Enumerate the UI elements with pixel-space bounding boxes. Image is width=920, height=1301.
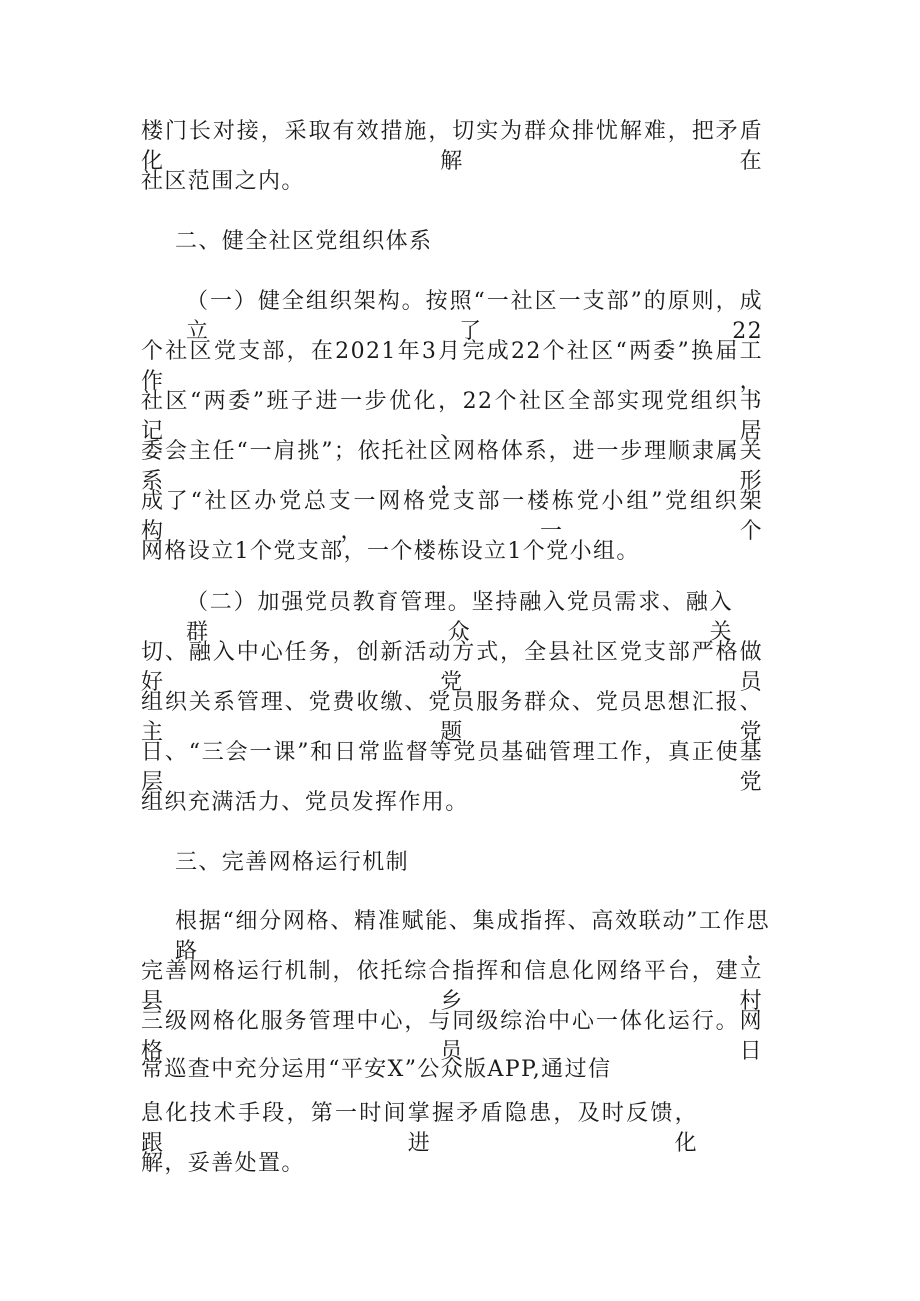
text-line: 成了“社区办党总支一网格党支部一楼栋党小组”党组织架构，一个 [141,489,763,544]
text-line: 委会主任“一肩挑”；依托社区网格体系，进一步理顺隶属关系，形 [141,439,763,494]
text-line: 完善网格运行机制，依托综合指挥和信息化网络平台，建立县乡村 [141,959,763,1014]
text-line: 三级网格化服务管理中心，与同级综治中心一体化运行。网格员日 [141,1009,763,1064]
text-line: 日、“三会一课”和日常监督等党员基础管理工作，真正使基层党 [141,740,763,795]
text-line: 社区“两委”班子进一步优化，22个社区全部实现党组织书记、居 [141,389,763,444]
text-line: 常巡查中充分运用“平安X”公众版APP,通过信 [141,1057,612,1082]
text-line: 切、融入中心任务，创新活动方式，全县社区党支部严格做好党员 [141,640,763,695]
text-line: （二）加强党员教育管理。坚持融入党员需求、融入群众关 [186,590,733,645]
text-line: 楼门长对接，采取有效措施，切实为群众排忧解难，把矛盾化解在 [141,119,763,174]
text-line: 个社区党支部，在2021年3月完成22个社区“两委”换届工作， [141,339,763,394]
section-heading: 三、完善网格运行机制 [175,850,410,875]
section-heading: 二、健全社区党组织体系 [175,229,433,254]
text-line: 组织关系管理、党费收缴、党员服务群众、党员思想汇报、主题党 [141,690,763,745]
text-line: 解，妥善处置。 [141,1151,305,1176]
text-line: 根据“细分网格、精准赋能、集成指挥、高效联动”工作思路， [175,909,770,964]
text-line: 组织充满活力、党员发挥作用。 [141,790,469,815]
text-line: 息化技术手段，第一时间掌握矛盾隐患，及时反馈，跟进化 [141,1101,698,1156]
text-line: 网格设立1个党支部，一个楼栋设立1个党小组。 [141,539,640,564]
text-line: （一）健全组织架构。按照“一社区一支部”的原则，成立了22 [186,289,763,344]
text-line: 社区范围之内。 [141,169,305,194]
